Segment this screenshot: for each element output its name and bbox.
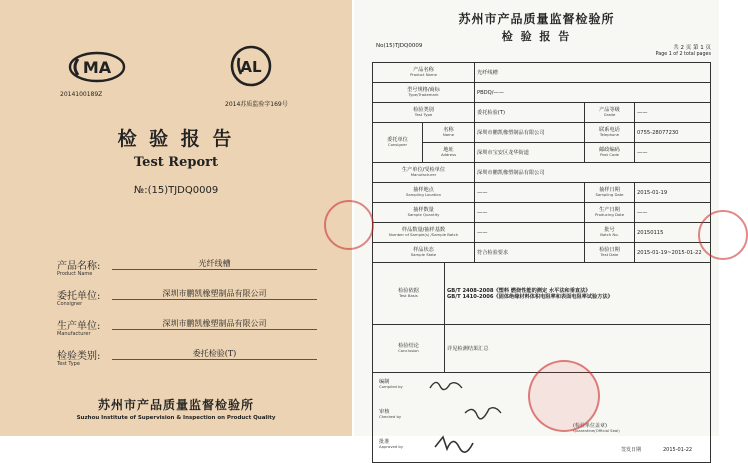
type-cell: PBDQ/——: [475, 83, 711, 103]
seal-edge-right: [698, 210, 748, 260]
conclusion-cell: 详见检测结果汇总: [445, 325, 711, 373]
page-info-cn: 共 2 页 第 1 页: [673, 45, 711, 51]
address-cell: 深圳市宝安区龙华街道: [475, 143, 585, 163]
svg-text:MA: MA: [82, 58, 112, 77]
sampling-location-cell: ——: [475, 183, 585, 203]
seal-edge-left: [324, 200, 374, 250]
cma-logo: [68, 50, 126, 84]
report-number: №:(15)TJDQ0009: [133, 185, 219, 196]
table-row: 样品数量/抽样基数 Number of Sample(s) /Sample Batch —— 批号 Batch No. 20150115: [373, 223, 711, 243]
page-info-en: Page 1 of 2 total pages: [655, 52, 711, 57]
report-page: [354, 0, 719, 453]
basis-standard-1: GB/T 2408-2008《塑料 燃烧性能的测定 水平法和垂直法》: [447, 287, 591, 294]
manufacturer-value: 深圳市鹏凯橡塑制品有限公司: [112, 318, 317, 330]
official-seal: [528, 360, 600, 432]
cma-id: 2014100189Z: [60, 91, 103, 98]
consigner-value: 深圳市鹏凯橡塑制品有限公司: [112, 288, 317, 300]
consigner-name-cell: 深圳市鹏凯橡塑制品有限公司: [475, 123, 585, 143]
product-name-value: 光纤线槽: [112, 258, 317, 270]
table-row: 检验依据 Test Basis GB/T 2408-2008《塑料 燃烧性能的测定 水平法和垂直法》 GB/T 1410-2006《固体绝缘材料体积电阻率和表面电阻率试验方法》: [373, 263, 711, 325]
signature-compiled: [428, 376, 468, 392]
table-row: 样品状态 Sample State 符合检验要求 检验日期 Test Date 2015-01-19~2015-01-22: [373, 243, 711, 263]
signature-checked: [463, 403, 503, 419]
manufacturer-label-en: Manufacturer: [57, 331, 91, 337]
signature-approved: [433, 433, 477, 453]
report-cover: [0, 0, 352, 436]
basis-standard-2: GB/T 1410-2006《固体绝缘材料体积电阻率和表面电阻率试验方法》: [447, 293, 613, 300]
test-type-label: 检验类别:: [57, 351, 101, 362]
batch-no-cell: 20150115: [635, 223, 711, 243]
table-row: 生产单位/受检单位 Manufacturer 深圳市鹏凯橡塑制品有限公司: [373, 163, 711, 183]
svg-text:AL: AL: [240, 58, 262, 76]
manufacturer-cell: 深圳市鹏凯橡塑制品有限公司: [475, 163, 711, 183]
telephone-cell: 0755-28077230: [635, 123, 711, 143]
table-row: 编制 Compiled by 审核 Checked by 批准 Approved by (检验单位盖章) Quarantine(Official Seal) 签发日期 2015-01-22: [373, 373, 711, 463]
postcode-cell: ——: [635, 143, 711, 163]
table-row: 抽样数量 Sample Quantity —— 生产日期 Producing Date ——: [373, 203, 711, 223]
test-type-value: 委托检验(T): [112, 348, 317, 360]
product-name-label-en: Product Name: [57, 271, 93, 277]
table-row: 产品名称 Product Name 光纤线槽: [373, 63, 711, 83]
institute-cn: 苏州市产品质量监督检验所: [97, 398, 254, 412]
issue-date: 2015-01-22: [663, 447, 693, 453]
cover-title-cn: 检 验 报 告: [117, 128, 235, 150]
test-date-cell: 2015-01-19~2015-01-22: [635, 243, 711, 263]
table-row: 地址 Address 深圳市宝安区龙华街道 邮政编码 Post Code ——: [373, 143, 711, 163]
table-row: 检验类别 Test Type 委托检验(T) 产品等级 Grade ——: [373, 103, 711, 123]
report-no: No(15)TJDQ0009: [376, 43, 423, 49]
sample-quantity-cell: ——: [475, 203, 585, 223]
product-name-cell: 光纤线槽: [475, 63, 711, 83]
cal-id: 2014苏质监验字169号: [225, 101, 288, 108]
table-row: 检验结论 Conclusion 详见检测结果汇总: [373, 325, 711, 373]
report-institute: 苏州市产品质量监督检验所: [458, 12, 615, 26]
sampling-date-cell: 2015-01-19: [635, 183, 711, 203]
institute-en: Suzhou Institute of Supervision & Inspection on Product Quality: [76, 415, 276, 421]
grade-cell: ——: [635, 103, 711, 123]
product-name-label: 产品名称:: [57, 261, 101, 272]
table-row: 抽样地点 Sampling Location —— 抽样日期 Sampling Date 2015-01-19: [373, 183, 711, 203]
test-type-cell: 委托检验(T): [475, 103, 585, 123]
sample-batch-cell: ——: [475, 223, 585, 243]
consigner-label: 委托单位:: [57, 291, 101, 302]
cal-logo: [229, 44, 273, 88]
sample-state-cell: 符合检验要求: [475, 243, 585, 263]
table-row: 委托单位 Consigner 名称 Name 深圳市鹏凯橡塑制品有限公司 联系电话 Telephone 0755-28077230: [373, 123, 711, 143]
test-type-label-en: Test Type: [57, 361, 80, 367]
report-title: 检 验 报 告: [501, 30, 572, 43]
cover-title-en: Test Report: [134, 155, 218, 170]
producing-date-cell: ——: [635, 203, 711, 223]
consigner-label-en: Consigner: [57, 301, 83, 307]
manufacturer-label: 生产单位:: [57, 321, 101, 332]
table-row: 型号规格/商标 Type/Trademark PBDQ/——: [373, 83, 711, 103]
